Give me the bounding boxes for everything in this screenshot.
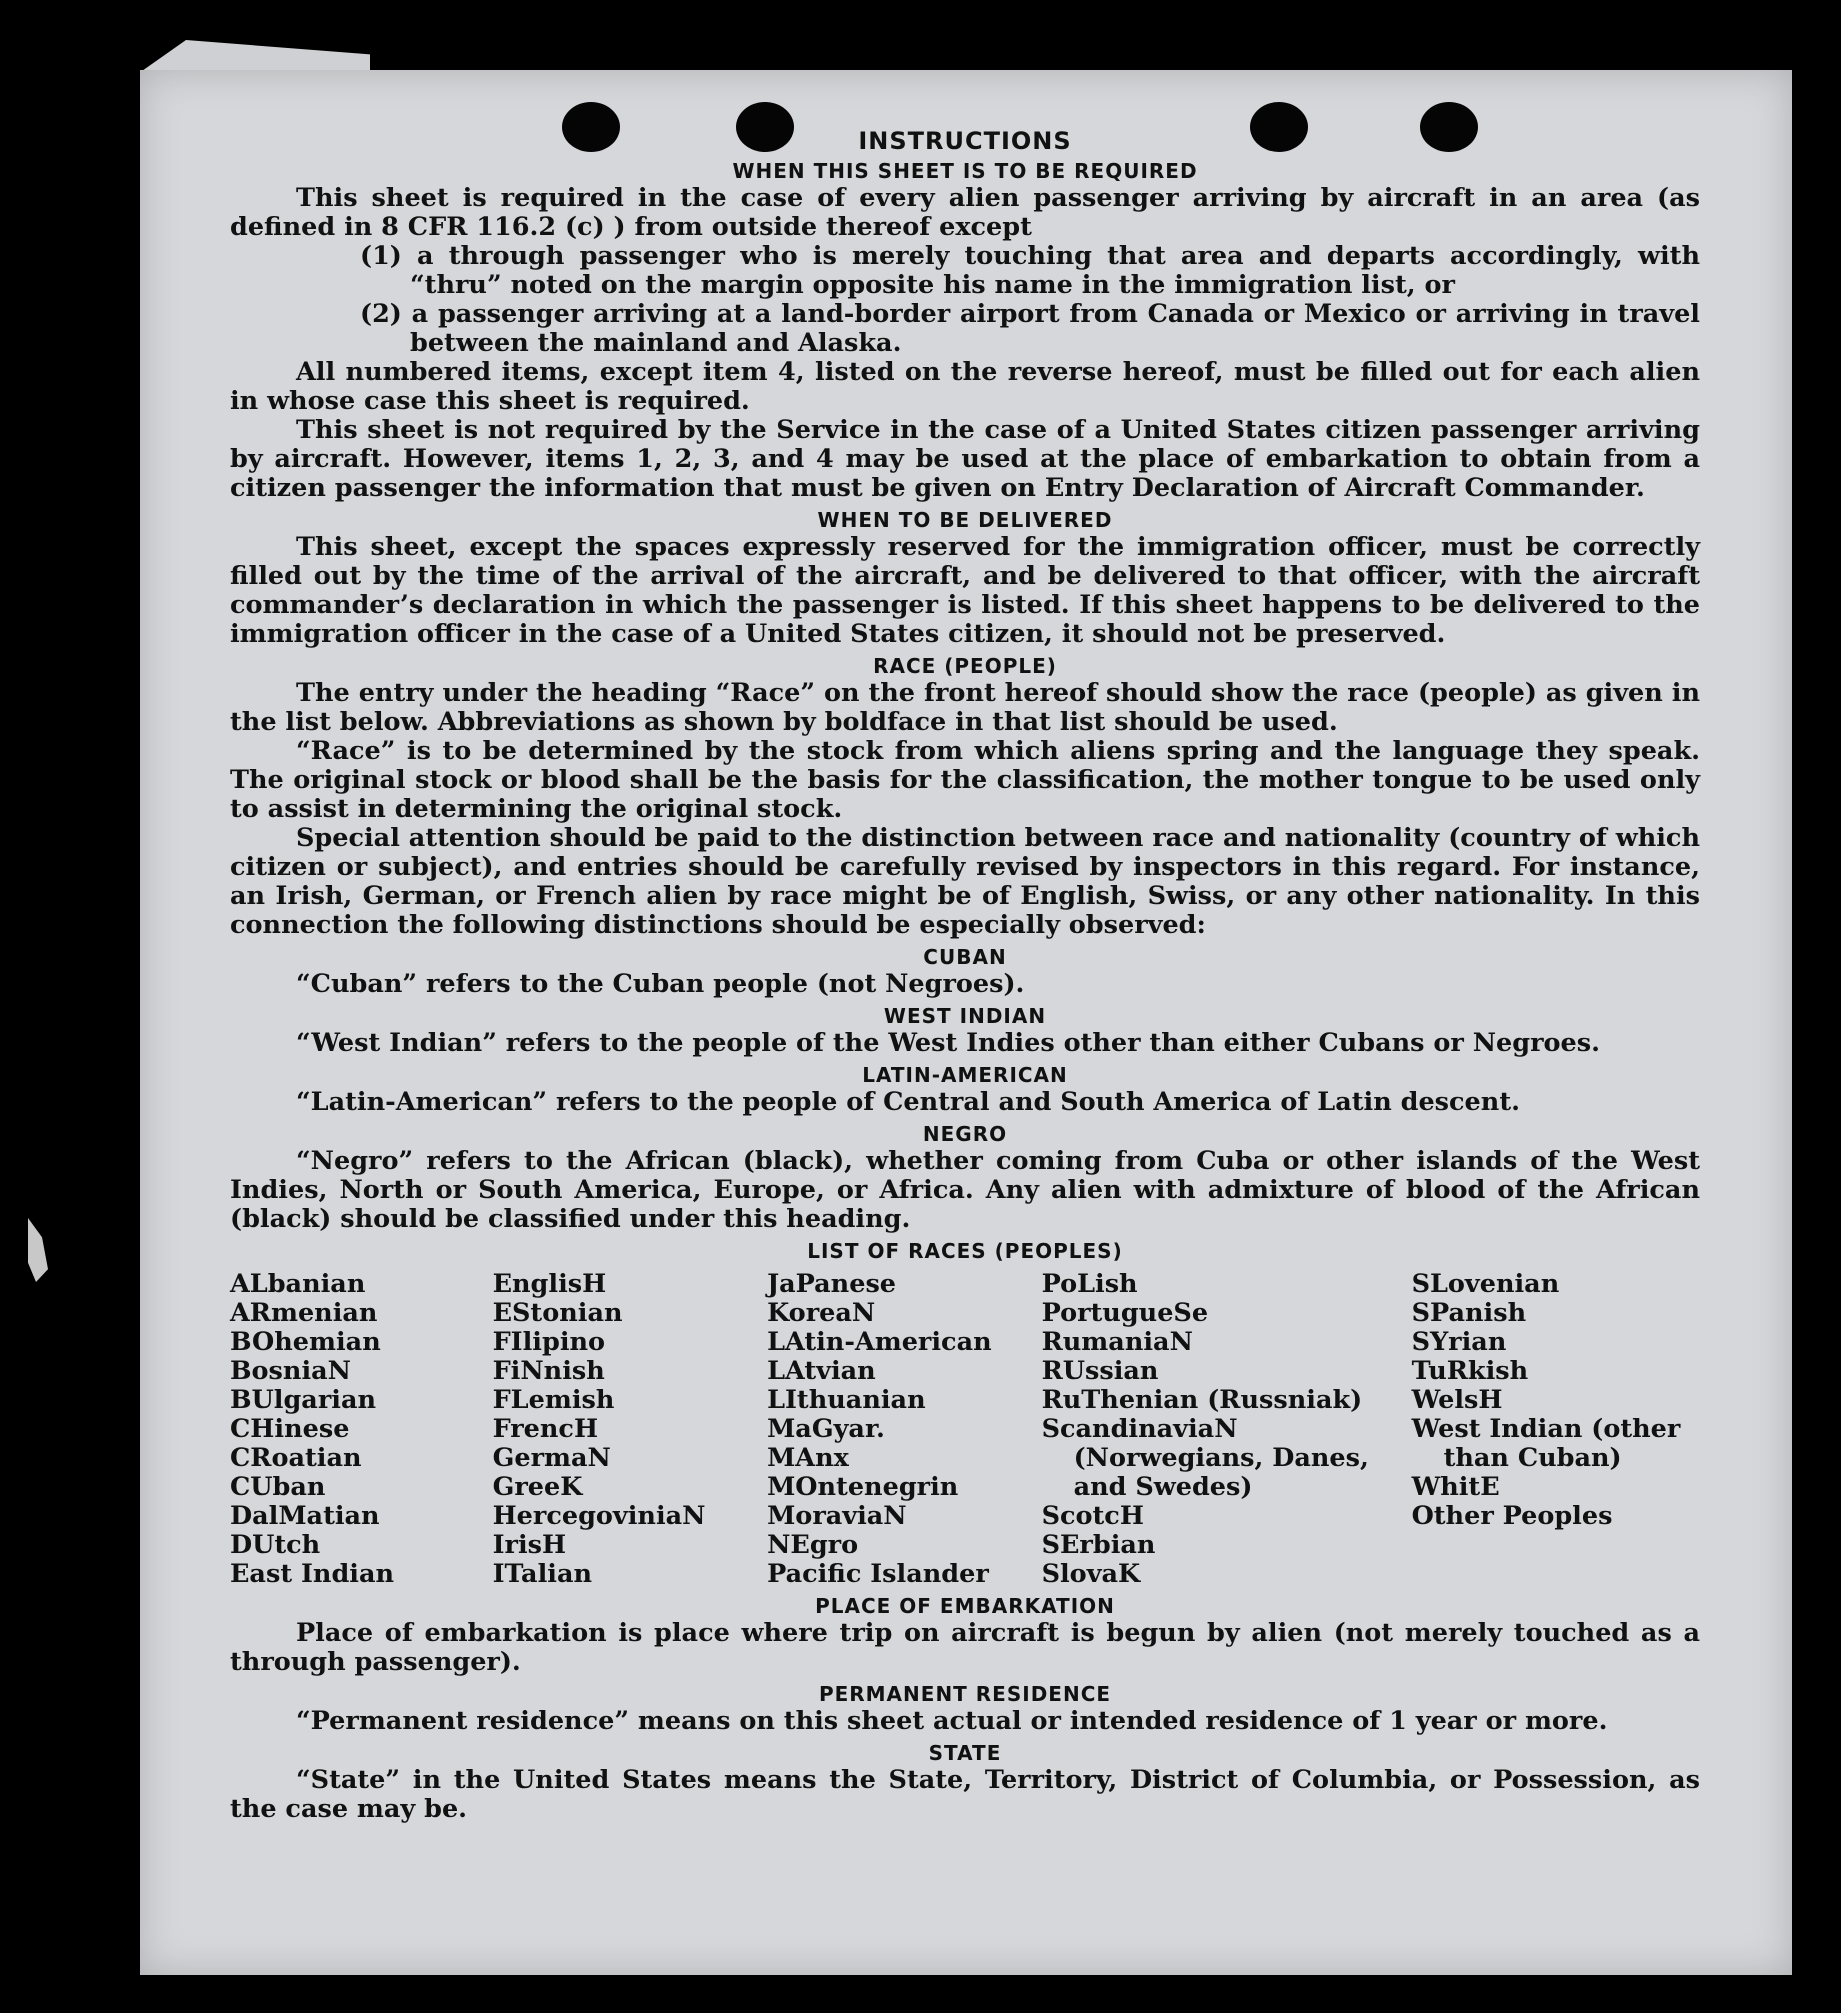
race-item: BosniaN [230,1356,351,1386]
race-item: CUban [230,1472,326,1502]
races-column-3 [767,1270,1042,1589]
west-indian-text: “West Indian” refers to the people of the West Indies other than either Cubans or Negroes. [296,1028,1600,1058]
race-item: Pacific Islander [767,1559,989,1589]
race-item: MOntenegrin [767,1472,959,1502]
race-item: DUtch [230,1530,321,1560]
race-item: LIthuanian [767,1385,926,1415]
race-para-1: The entry under the heading “Race” on the front hereof should show the race (people) as given in the list below. Abbreviations as shown by boldface in that list should be used. [230,678,1700,737]
page-tab-mark [28,1218,48,1282]
race-item: ARmenian [230,1298,378,1328]
race-item: CRoatian [230,1443,362,1473]
race-item: RuThenian (Russniak) [1041,1385,1363,1415]
race-item: ScotcH [1041,1501,1144,1531]
race-item: ScandinaviaN (Norwegians, Danes, and Swedes) [1041,1414,1369,1502]
race-item: PortugueSe [1041,1298,1209,1328]
race-item: BOhemian [230,1327,381,1357]
race-item: KoreaN [767,1298,876,1328]
section-title-embarkation: PLACE OF EMBARKATION [815,1594,1115,1618]
race-item: EStonian [492,1298,623,1328]
race-para-3: Special attention should be paid to the distinction between race and nationality (country of which citizen or subject), and entries should be carefully revised by inspectors in this regard. For instance, an Irish, German, or French alien by race might be of English, Swiss, or any other nationality. In this connection the following distinctions should be especially observed: [230,823,1700,940]
race-item: SErbian [1041,1530,1156,1560]
races-column-1 [230,1270,493,1589]
race-item: TuRkish [1411,1356,1529,1386]
race-item: East Indian [230,1559,395,1589]
races-column-5 [1412,1270,1700,1589]
race-item: Other Peoples [1411,1501,1613,1531]
race-item: FLemish [492,1385,615,1415]
section-title-delivered: WHEN TO BE DELIVERED [817,508,1113,532]
race-item: LAtin-American [767,1327,992,1357]
page-title: INSTRUCTIONS [858,127,1072,155]
race-item: JaPanese [767,1269,897,1299]
negro-text: “Negro” refers to the African (black), whether coming from Cuba or other islands of the West Indies, North or South America, Europe, or Africa. Any alien with admixture of blood of the African (black) should be classified under this heading. [230,1146,1700,1234]
races-column-2 [493,1270,768,1589]
race-item: RumaniaN [1041,1327,1193,1357]
cuban-text: “Cuban” refers to the Cuban people (not Negroes). [296,969,1025,999]
race-item: DalMatian [230,1501,380,1531]
required-para-2: All numbered items, except item 4, listed on the reverse hereof, must be filled out for each alien in whose case this sheet is required. [230,357,1700,416]
embarkation-text: Place of embarkation is place where trip on aircraft is begun by alien (not merely touched as a through passenger). [230,1618,1700,1677]
race-item: PoLish [1041,1269,1138,1299]
race-item: ITalian [492,1559,593,1589]
section-title-negro: NEGRO [922,1122,1008,1146]
race-item: BUlgarian [230,1385,377,1415]
race-item: MoraviaN [767,1501,907,1531]
instructions-content [230,124,1700,1824]
race-item: SYrian [1411,1327,1507,1357]
races-list [230,1270,1700,1589]
races-column-4 [1042,1270,1412,1589]
race-item: MaGyar. [767,1414,885,1444]
race-item: CHinese [230,1414,350,1444]
race-item: WelsH [1411,1385,1503,1415]
race-item: RUssian [1041,1356,1159,1386]
section-title-races-list: LIST OF RACES (PEOPLES) [807,1239,1123,1263]
residence-text: “Permanent residence” means on this sheet actual or intended residence of 1 year or more. [296,1706,1608,1736]
required-intro: This sheet is required in the case of every alien passenger arriving by aircraft in an area (as defined in 8 CFR 116.2 (c) ) from outside thereof except [230,183,1700,242]
race-item: MAnx [767,1443,849,1473]
section-title-west-indian: WEST INDIAN [883,1004,1047,1028]
race-item: SLovenian [1411,1269,1560,1299]
state-text: “State” in the United States means the State, Territory, District of Columbia, or Possession, as the case may be. [230,1765,1700,1824]
section-title-residence: PERMANENT RESIDENCE [818,1682,1112,1706]
race-item: SPanish [1411,1298,1527,1328]
race-para-2: “Race” is to be determined by the stock from which aliens spring and the language they speak. The original stock or blood shall be the basis for the classification, the mother tongue to be used only to assist in determining the original stock. [230,736,1700,824]
race-item: FrencH [492,1414,599,1444]
race-item: FIlipino [492,1327,606,1357]
race-item: HercegoviniaN [492,1501,706,1531]
race-item: LAtvian [767,1356,876,1386]
required-item-2: (2) a passenger arriving at a land-border airport from Canada or Mexico or arriving in travel between the mainland and Alaska. [360,299,1700,358]
required-item-1: (1) a through passenger who is merely touching that area and departs accordingly, with “thru” noted on the margin opposite his name in the immigration list, or [360,241,1700,300]
race-item: FiNnish [492,1356,605,1386]
section-title-race: RACE (PEOPLE) [873,654,1057,678]
race-item: IrisH [492,1530,567,1560]
race-item: GermaN [492,1443,611,1473]
race-item: West Indian (other than Cuban) [1411,1414,1681,1473]
required-para-3: This sheet is not required by the Service in the case of a United States citizen passenger arriving by aircraft. However, items 1, 2, 3, and 4 may be used at the place of embarkation to obtain from a citizen passenger the information that must be given on Entry Declaration of Aircraft Commander. [230,415,1700,503]
section-title-required: WHEN THIS SHEET IS TO BE REQUIRED [732,159,1198,183]
section-title-latin: LATIN-AMERICAN [862,1063,1068,1087]
race-item: EnglisH [492,1269,607,1299]
section-title-state: STATE [928,1741,1002,1765]
race-item: SlovaK [1041,1559,1141,1589]
section-title-cuban: CUBAN [923,945,1007,969]
latin-text: “Latin-American” refers to the people of Central and South America of Latin descent. [296,1087,1520,1117]
race-item: NEgro [767,1530,859,1560]
delivered-text: This sheet, except the spaces expressly reserved for the immigration officer, must be correctly filled out by the time of the arrival of the aircraft, and be delivered to that officer, with the aircraft commander’s declaration in which the passenger is listed. If this sheet happens to be delivered to the immigration officer in the case of a United States citizen, it should not be preserved. [230,532,1700,649]
race-item: WhitE [1411,1472,1500,1502]
race-item: GreeK [492,1472,583,1502]
race-item: ALbanian [230,1269,366,1299]
